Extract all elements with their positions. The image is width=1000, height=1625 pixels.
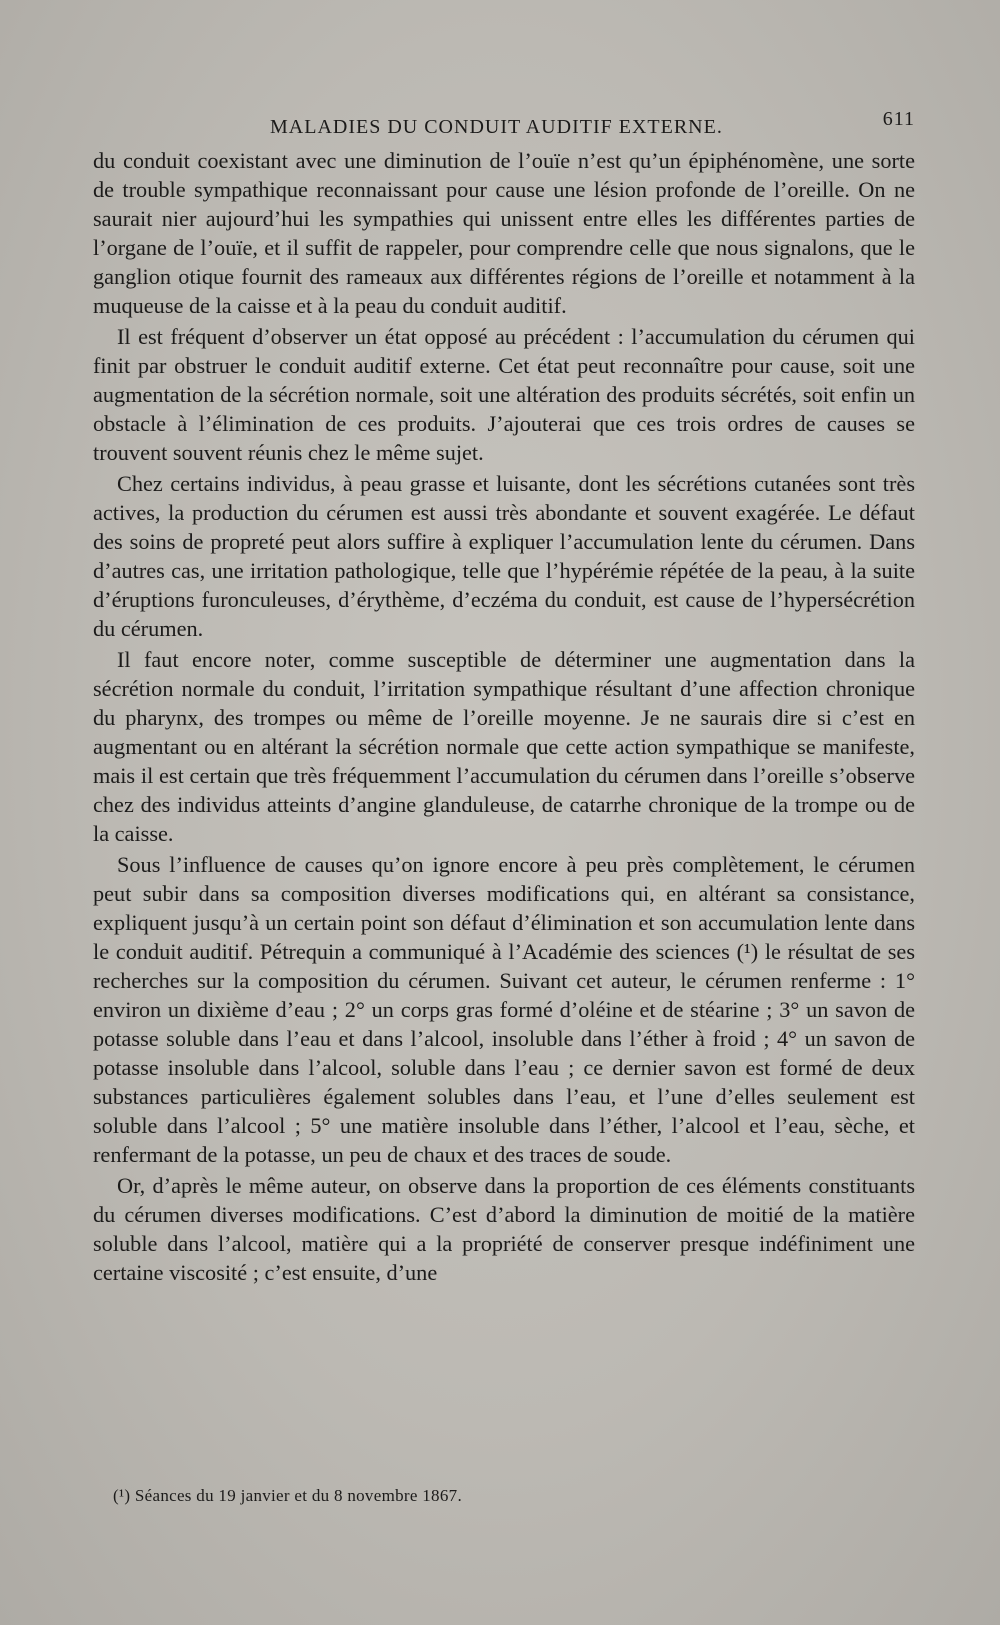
footnote: (¹) Séances du 19 janvier et du 8 novembre 1867. <box>113 1486 463 1505</box>
running-title: MALADIES DU CONDUIT AUDITIF EXTERNE. <box>270 116 723 138</box>
paragraph: Il faut encore noter, comme susceptible de déterminer une augmentation dans la sécrétion normale du conduit, l’irritation sympathique résultant d’une affection chronique du pharynx, des trompes ou même de l’oreille moyenne. Je ne saurais dire si c’est en augmentant ou en altérant la sécrétion normale que cette action sympathique se manifeste, mais il est certain que très fréquemment l’accumulation du cérumen dans l’oreille s’observe chez des individus atteints d’angine glanduleuse, de catarrhe chronique de la trompe ou de la caisse. <box>93 647 915 846</box>
paragraph: Or, d’après le même auteur, on observe dans la proportion de ces éléments constituants du cérumen diverses modifications. C’est d’abord la diminution de moitié de la matière soluble dans l’alcool, matière qui a la propriété de conserver presque indéfiniment une certaine viscosité ; c’est ensuite, d’une <box>93 1173 915 1285</box>
running-head <box>95 108 915 142</box>
page-number: 611 <box>882 108 915 130</box>
paragraph: Sous l’influence de causes qu’on ignore encore à peu près complètement, le cérumen peut subir dans sa composition diverses modifications qui, en altérant sa consistance, expliquent jusqu’à un certain point son défaut d’élimination et son accumulation lente dans le conduit auditif. Pétrequin a communiqué à l’Académie des sciences (¹) le résultat de ses recherches sur la composition du cérumen. Suivant cet auteur, le cérumen renferme : 1° environ un dixième d’eau ; 2° un corps gras formé d’oléine et de stéarine ; 3° un savon de potasse soluble dans l’eau et dans l’alcool, insoluble dans l’éther à froid ; 4° un savon de potasse insoluble dans l’alcool, soluble dans l’eau ; ce dernier savon est formé de deux substances particulières également solubles dans l’eau, et l’une d’elles seulement est soluble dans l’alcool ; 5° une matière insoluble dans l’éther, l’alcool et l’eau, sèche, et renfermant de la potasse, un peu de chaux et des traces de soude. <box>93 852 915 1167</box>
paragraph: Il est fréquent d’observer un état opposé au précédent : l’accumulation du cérumen qui finit par obstruer le conduit auditif externe. Cet état peut reconnaître pour cause, soit une augmentation de la sécrétion normale, soit une altération des produits sécrétés, soit enfin un obstacle à l’élimination de ces produits. J’ajouterai que ces trois ordres de causes se trouvent souvent réunis chez le même sujet. <box>93 324 915 465</box>
body-text <box>93 146 915 1287</box>
paragraph: du conduit coexistant avec une diminution de l’ouïe n’est qu’un épiphénomène, une sorte de trouble sympathique reconnaissant pour cause une lésion profonde de l’oreille. On ne saurait nier aujourd’hui les sympathies qui unissent entre elles les différentes parties de l’organe de l’ouïe, et il suffit de rappeler, pour comprendre celle que nous signalons, que le ganglion otique fournit des rameaux aux différentes régions de l’oreille et notamment à la muqueuse de la caisse et à la peau du conduit auditif. <box>93 148 915 318</box>
paragraph: Chez certains individus, à peau grasse et luisante, dont les sécrétions cutanées sont très actives, la production du cérumen est aussi très abondante et souvent exagérée. Le défaut des soins de propreté peut alors suffire à expliquer l’accumulation lente du cérumen. Dans d’autres cas, une irritation pathologique, telle que l’hypérémie répétée de la peau, à la suite d’éruptions furonculeuses, d’érythème, d’eczéma du conduit, est cause de l’hypersécrétion du cérumen. <box>93 471 915 641</box>
